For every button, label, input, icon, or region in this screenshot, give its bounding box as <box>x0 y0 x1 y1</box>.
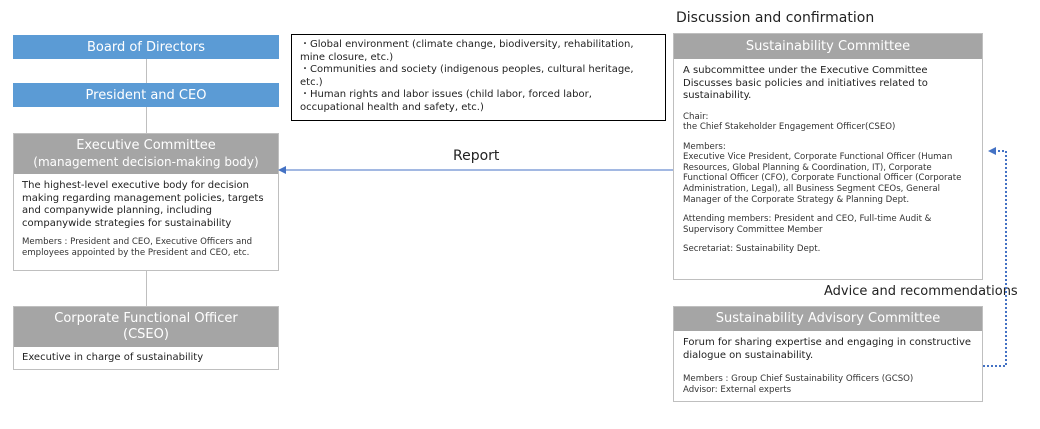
executive-committee-description: The highest-level executive body for decision making regarding management policies, targets and companywide planning, including companywide strategies for sustainability <box>22 180 264 229</box>
advice-arrow <box>983 151 1006 366</box>
topic-item: ・Global environment (climate change, biodiversity, rehabilitation, mine closure, etc.) <box>300 39 634 63</box>
topic-item: ・Communities and society (indigenous peoples, cultural heritage, etc.) <box>300 64 634 88</box>
topic-item: ・Human rights and labor issues (child labor, forced labor, occupational health and safety, etc.) <box>300 89 592 113</box>
corporate-functional-officer-description: Executive in charge of sustainability <box>22 352 204 363</box>
sustainability-committee-chair: the Chief Stakeholder Engagement Officer(CSEO) <box>683 122 896 133</box>
sustainability-advisory-committee-title: Sustainability Advisory Committee <box>715 311 941 326</box>
sustainability-committee-title: Sustainability Committee <box>745 38 911 54</box>
sustainability-committee-line2: Discusses basic policies and initiatives related to sustainability. <box>683 77 928 101</box>
corporate-functional-officer-title: Corporate Functional Officer <box>54 311 238 326</box>
sustainability-committee-chair-label: Chair: <box>683 111 709 122</box>
corporate-functional-officer-subtitle: (CSEO) <box>123 327 169 342</box>
sustainability-committee-attending: Attending members: President and CEO, Full-time Audit & Supervisory Committee Member <box>683 214 932 235</box>
sustainability-committee-members: Executive Vice President, Corporate Functional Officer (Human Resources, Global Planning & Coordination, IT), Corporate Functional Officer (CFO), Corporate Functional Officer (Corporate Administration, Legal), all Business Segment CEOs, General Manager of the Corporate Strategy & Planning Dept. <box>683 152 962 205</box>
discussion-confirmation-label: Discussion and confirmation <box>676 10 875 26</box>
sustainability-advisory-committee-advisor: Advisor: External experts <box>683 384 792 395</box>
sustainability-committee-line1: A subcommittee under the Executive Committee <box>683 65 928 76</box>
advice-recommendations-label: Advice and recommendations <box>824 284 1018 299</box>
executive-committee-title: Executive Committee <box>76 138 216 153</box>
president-ceo-label: President and CEO <box>85 87 207 103</box>
sustainability-committee-secretariat: Secretariat: Sustainability Dept. <box>683 244 821 255</box>
board-of-directors-label: Board of Directors <box>87 39 205 55</box>
sustainability-committee-members-label: Members: <box>683 141 726 152</box>
executive-committee-members: Members : President and CEO, Executive Officers and employees appointed by the President and CEO, etc. <box>22 237 253 258</box>
report-label: Report <box>453 148 500 164</box>
executive-committee-subtitle: (management decision-making body) <box>33 155 259 169</box>
sustainability-advisory-committee-members: Members : Group Chief Sustainability Officers (GCSO) <box>683 374 914 384</box>
sustainability-advisory-committee-description: Forum for sharing expertise and engaging in constructive dialogue on sustainability. <box>683 337 972 361</box>
